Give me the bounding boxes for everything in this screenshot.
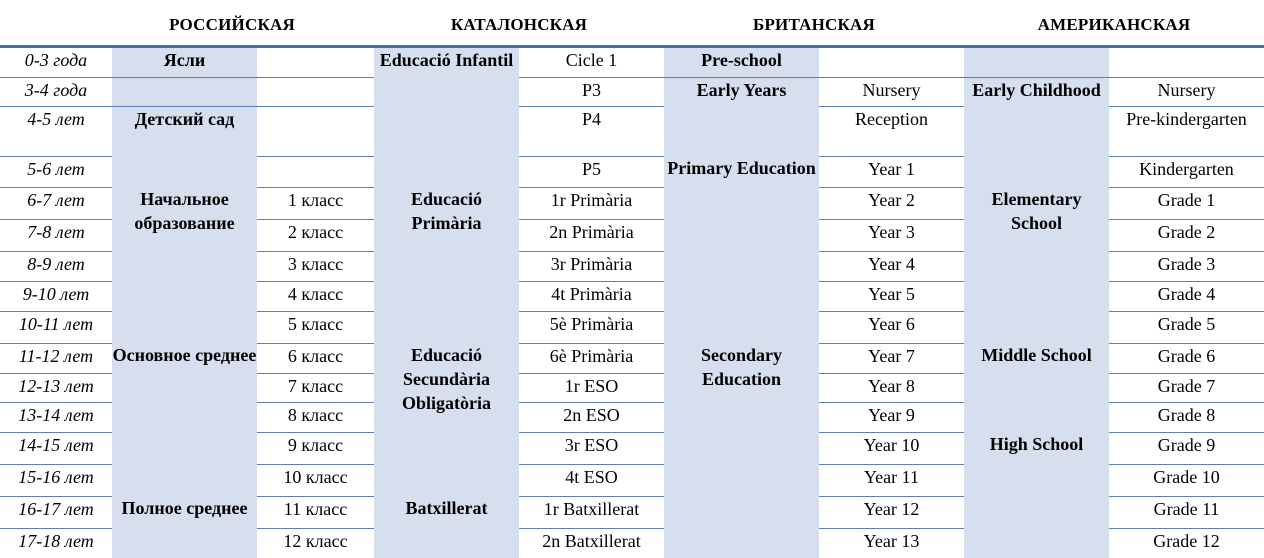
age-cell: 7-8 лет (0, 219, 112, 251)
uk-stage-primary: Primary Education (664, 156, 819, 343)
us-stage-middle: Middle School (964, 343, 1109, 432)
header-american: АМЕРИКАНСКАЯ (1037, 15, 1191, 34)
ru-grade: 1 класс (257, 187, 374, 219)
ca-grade: 1r ESO (519, 373, 664, 402)
age-cell: 3-4 года (0, 77, 112, 106)
us-stage-high: High School (964, 432, 1109, 558)
ru-grade: 11 класс (257, 496, 374, 528)
age-cell: 4-5 лет (0, 106, 112, 156)
us-grade: Nursery (1109, 77, 1264, 106)
ca-grade: 1r Batxillerat (519, 496, 664, 528)
ru-grade: 2 класс (257, 219, 374, 251)
ca-grade: 4t Primària (519, 281, 664, 311)
uk-grade: Year 4 (819, 251, 964, 281)
ca-grade: 4t ESO (519, 464, 664, 496)
ru-grade: 10 класс (257, 464, 374, 496)
ru-grade: 9 класс (257, 432, 374, 464)
uk-grade: Year 7 (819, 343, 964, 373)
age-cell: 11-12 лет (0, 343, 112, 373)
us-grade: Grade 4 (1109, 281, 1264, 311)
uk-grade: Year 2 (819, 187, 964, 219)
uk-stage-preschool: Pre-school (664, 48, 819, 77)
age-cell: 8-9 лет (0, 251, 112, 281)
us-grade: Grade 6 (1109, 343, 1264, 373)
ca-grade: 3r ESO (519, 432, 664, 464)
uk-grade: Year 12 (819, 496, 964, 528)
ru-grade: 5 класс (257, 311, 374, 343)
ru-stage-primary: Начальное образование (112, 187, 257, 343)
age-cell: 5-6 лет (0, 156, 112, 187)
uk-grade: Year 8 (819, 373, 964, 402)
ru-grade: 4 класс (257, 281, 374, 311)
ca-grade: 2n Primària (519, 219, 664, 251)
age-cell: 12-13 лет (0, 373, 112, 402)
us-grade: Grade 11 (1109, 496, 1264, 528)
ca-stage-infantil: Educació Infantil (374, 48, 519, 187)
ca-grade: 2n Batxillerat (519, 528, 664, 558)
ru-stage-full-secondary: Полное среднее (112, 496, 257, 558)
header-catalan: КАТАЛОНСКАЯ (450, 15, 588, 34)
education-systems-table (0, 48, 1264, 558)
ca-grade: 6è Primària (519, 343, 664, 373)
age-cell: 13-14 лет (0, 402, 112, 432)
age-cell: 10-11 лет (0, 311, 112, 343)
ca-grade: 5è Primària (519, 311, 664, 343)
us-grade: Grade 9 (1109, 432, 1264, 464)
uk-grade: Nursery (819, 77, 964, 106)
ru-grade: 6 класс (257, 343, 374, 373)
us-stage-empty (964, 48, 1109, 77)
uk-grade: Year 9 (819, 402, 964, 432)
uk-grade: Year 10 (819, 432, 964, 464)
uk-grade: Year 6 (819, 311, 964, 343)
ru-grade: 7 класс (257, 373, 374, 402)
us-grade: Grade 2 (1109, 219, 1264, 251)
age-cell: 15-16 лет (0, 464, 112, 496)
us-grade-empty (1109, 48, 1264, 77)
ca-grade: 1r Primària (519, 187, 664, 219)
ru-grade: 8 класс (257, 402, 374, 432)
ru-grade: 12 класс (257, 528, 374, 558)
age-cell: 17-18 лет (18, 530, 94, 551)
us-grade: Grade 12 (1109, 528, 1264, 558)
ru-stage-basic-secondary: Основное среднее (112, 343, 257, 496)
us-grade: Grade 10 (1109, 464, 1264, 496)
ca-stage-batxillerat: Batxillerat (374, 496, 519, 558)
us-grade: Grade 5 (1109, 311, 1264, 343)
uk-grade: Year 3 (819, 219, 964, 251)
uk-grade: Year 13 (819, 528, 964, 558)
us-stage-early-childhood: Early Childhood (964, 77, 1109, 187)
header-row (0, 0, 1264, 45)
ca-stage-eso: Educació Secundària Obligatòria (374, 343, 519, 496)
uk-grade: Year 1 (819, 156, 964, 187)
ca-grade: Cicle 1 (519, 48, 664, 77)
us-grade: Grade 3 (1109, 251, 1264, 281)
ru-grade-empty (257, 48, 374, 77)
uk-grade: Year 11 (819, 464, 964, 496)
header-russian: РОССИЙСКАЯ (169, 15, 295, 34)
age-cell: 16-17 лет (0, 496, 112, 528)
uk-grade: Reception (819, 106, 964, 156)
ca-grade: 2n ESO (519, 402, 664, 432)
us-grade: Pre-kindergarten (1109, 106, 1264, 156)
ca-grade: 3r Primària (519, 251, 664, 281)
us-grade: Grade 7 (1109, 373, 1264, 402)
ca-grade: P5 (519, 156, 664, 187)
ru-stage-kindergarten: Детский сад (112, 106, 257, 187)
ru-grade-empty (257, 106, 374, 156)
ca-grade: P4 (519, 106, 664, 156)
us-grade: Kindergarten (1109, 156, 1264, 187)
age-cell: 14-15 лет (0, 432, 112, 464)
ru-stage-nursery: Ясли (112, 48, 257, 77)
uk-grade-empty (819, 48, 964, 77)
uk-stage-early-years: Early Years (664, 77, 819, 156)
header-british: БРИТАНСКАЯ (753, 15, 875, 34)
age-cell: 6-7 лет (0, 187, 112, 219)
ca-stage-primaria: Educació Primària (374, 187, 519, 343)
ca-grade: P3 (519, 77, 664, 106)
uk-stage-secondary: Secondary Education (664, 343, 819, 558)
us-stage-elementary: Elementary School (964, 187, 1109, 343)
us-grade: Grade 8 (1109, 402, 1264, 432)
ru-grade-empty (257, 77, 374, 106)
age-cell: 9-10 лет (0, 281, 112, 311)
uk-grade: Year 5 (819, 281, 964, 311)
us-grade: Grade 1 (1109, 187, 1264, 219)
ru-grade-empty (257, 156, 374, 187)
ru-grade: 3 класс (257, 251, 374, 281)
age-cell: 0-3 года (0, 48, 112, 77)
ru-stage-blank (112, 77, 257, 106)
